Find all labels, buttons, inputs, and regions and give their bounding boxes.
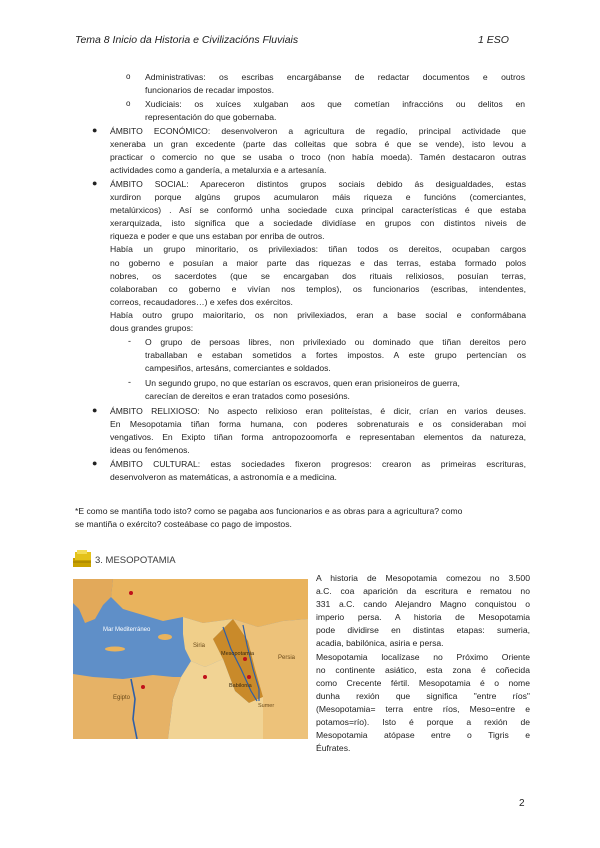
text-line: En Mesopotamia tiñan forma humana, con poderes sobrenaturais e os consideraban moi xyxy=(110,419,526,430)
text-line: funcionarios de recadar impostos. xyxy=(145,85,274,96)
text-line: traballaban e estaban sometidos a fortes impostos. A este grupo pertencían os xyxy=(145,350,526,361)
text-line: ideas ou fenómenos. xyxy=(110,445,190,456)
bullet-icon: ● xyxy=(92,458,98,468)
text-line: carecían de dereitos e eran tratados como posesións. xyxy=(145,391,350,402)
map-label-egypt: Egipto xyxy=(113,695,131,701)
circle-bullet-icon: o xyxy=(126,99,131,108)
text-line: Administrativas: os escribas encargábanse de redactar documentos e outros xyxy=(145,72,525,82)
text-line: riqueza e poder e que uns estaban por enriba de outros. xyxy=(110,231,325,242)
text-line: a.C. coa aparición da escritura e rematou no xyxy=(316,586,530,597)
text-line: como Crecente fértil. Mesopotamia é o nome xyxy=(316,677,530,688)
text-line: acadia, babilónica, asiria e persa. xyxy=(316,638,444,649)
text-line: xerarquizada, isto significa que a sociedade dividíase en grupos con distintos niveis de xyxy=(110,218,526,229)
text-line: 331 a.C. cando Alejandro Magno conquistou o xyxy=(316,599,530,610)
text-line: imperio persa. A historia de Mesopotamia xyxy=(316,612,530,623)
text-line: campesiños, artesáns, comerciantes e soldados. xyxy=(145,363,331,374)
text-line: no continente asiático, esta zona é coñecida xyxy=(316,664,530,675)
text-line: Xudiciais: os xuíces xulgaban aos que cometían infraccións ou delitos en xyxy=(145,99,525,109)
text-line: Había outro grupo maioritario, os non privilexiados, eran a base social e conformábana xyxy=(110,309,526,320)
dash-bullet-icon: - xyxy=(128,336,131,346)
text-line: xurdiron porque algúns grupos acumularon máis riqueza e funcións (comerciantes, xyxy=(110,192,526,203)
question-paragraph xyxy=(75,505,535,531)
text-line: correos, recaudadores…) e xefes dos exércitos. xyxy=(110,296,293,307)
map-label-mesopotamia: Mesopotamia xyxy=(221,651,255,657)
map-city-marker xyxy=(243,657,247,661)
text-line: dous grandes grupos: xyxy=(110,323,194,334)
slaves-paragraph xyxy=(145,377,526,403)
text-line: O grupo de persoas libres, non privilexiado ou dominado que tiñan dereitos pero xyxy=(145,337,526,347)
text-line: actividades como a gandería, a metalurxia e a artesanía. xyxy=(110,165,327,176)
text-line: desenvolveron as matemáticas, a astronomía e a medicina. xyxy=(110,472,337,483)
bullet-icon: ● xyxy=(92,125,98,135)
map-crete xyxy=(105,647,125,652)
mesopotamia-history-paragraph xyxy=(316,572,530,755)
text-line: ÁMBITO RELIXIOSO: No aspecto relixioso eran politeístas, é dicir, crían en varios deuses. xyxy=(110,406,526,416)
text-line: nobres, os sacerdotes (que se encargaban dos rituais relixiosos, posuían terras, xyxy=(110,270,526,281)
text-line: (Mesopotamia= terra entre ríos, Meso=entre e xyxy=(316,703,530,714)
map-label-persia: Persia xyxy=(278,655,296,661)
cultural-paragraph xyxy=(110,458,526,484)
judicial-paragraph xyxy=(145,98,525,124)
map-city-marker xyxy=(247,675,251,679)
page-number: 2 xyxy=(519,798,525,809)
text-line: potamos=río). Isto é porque a rexión de xyxy=(316,717,530,728)
book-stack-icon xyxy=(72,549,94,569)
map-label-syria: Siria xyxy=(193,643,206,649)
map-city-marker xyxy=(203,675,207,679)
text-line: Mesopotamia atópase entre o Tigris e xyxy=(316,730,530,741)
text-line: metalúrxicos) . Así se conformó unha sociedade cuxa principal características é que estaba xyxy=(110,205,526,216)
text-line: practicar o comercio no que se usaba o troco (non había moeda). Tamén destacaron outras xyxy=(110,152,526,163)
economic-paragraph xyxy=(110,125,526,177)
header-title: Tema 8 Inicio da Historia e Civilizacións Fluviais xyxy=(75,34,299,46)
map-label-sumer: Sumer xyxy=(258,703,275,709)
text-line: Había un grupo minoritario, os privilexiados: tiñan todos os dereitos, ocupaban cargos xyxy=(110,244,526,255)
social-paragraph xyxy=(110,178,526,335)
text-line: representación do que gobernaba. xyxy=(145,112,277,123)
text-line: pode dividirse en distintas etapas: sumeria, xyxy=(316,625,530,636)
text-line: no goberno e posuían a maior parte das riquezas e das terras, estaba formado polos xyxy=(110,257,526,268)
map-label-sea: Mar Mediterráneo xyxy=(103,627,151,633)
map-land-egypt xyxy=(73,674,181,739)
free-people-paragraph xyxy=(145,336,526,375)
header-course: 1 ESO xyxy=(478,34,509,46)
dash-bullet-icon: - xyxy=(128,377,131,387)
religious-paragraph xyxy=(110,405,526,457)
text-line: *E como se mantiña todo isto? como se pagaba aos funcionarios e as obras para a agricultura? como xyxy=(75,506,463,516)
map-label-babylon: Babilonia xyxy=(229,683,252,689)
text-line: vengativos. En Exipto tiñan forma antropozoomorfa e representaban elementos da natureza, xyxy=(110,432,526,443)
text-line: xeneraba un gran excedente (parte das colleitas que sobra é que se vende), isto levou a xyxy=(110,139,526,150)
bullet-icon: ● xyxy=(92,405,98,415)
text-line: se mantiña o exército? costeábase co pago de impostos. xyxy=(75,519,292,530)
map-city-marker xyxy=(129,591,133,595)
map-cyprus xyxy=(158,634,172,640)
text-line: colaboraban co goberno e vivían nos templos), os funcionarios (escribas, intendentes, xyxy=(110,283,526,294)
text-line: Mesopotamia localízase no Próximo Oriente xyxy=(316,651,530,662)
bullet-icon: ● xyxy=(92,178,98,188)
section-title: 3. MESOPOTAMIA xyxy=(95,555,176,566)
text-line: Un segundo grupo, no que estarían os escravos, quen eran prisioneiros de guerra, xyxy=(145,378,460,388)
text-line: dunha rexión que significa "entre ríos" xyxy=(316,690,530,701)
circle-bullet-icon: o xyxy=(126,72,131,81)
text-line: ÁMBITO CULTURAL: estas sociedades fixeron progresos: crearon as primeiras escrituras, xyxy=(110,459,526,469)
text-line: Éufrates. xyxy=(316,743,351,754)
admin-paragraph xyxy=(145,71,525,97)
text-line: ÁMBITO ECONÓMICO: desenvolveron a agricultura de regadío, principal actividade que xyxy=(110,126,526,136)
map-city-marker xyxy=(141,685,145,689)
text-line: ÁMBITO SOCIAL: Apareceron distintos grupos sociais debido ás desigualdades, estas xyxy=(110,179,526,189)
mesopotamia-map xyxy=(73,579,308,739)
text-line: A historia de Mesopotamia comezou no 3.500 xyxy=(316,573,530,583)
